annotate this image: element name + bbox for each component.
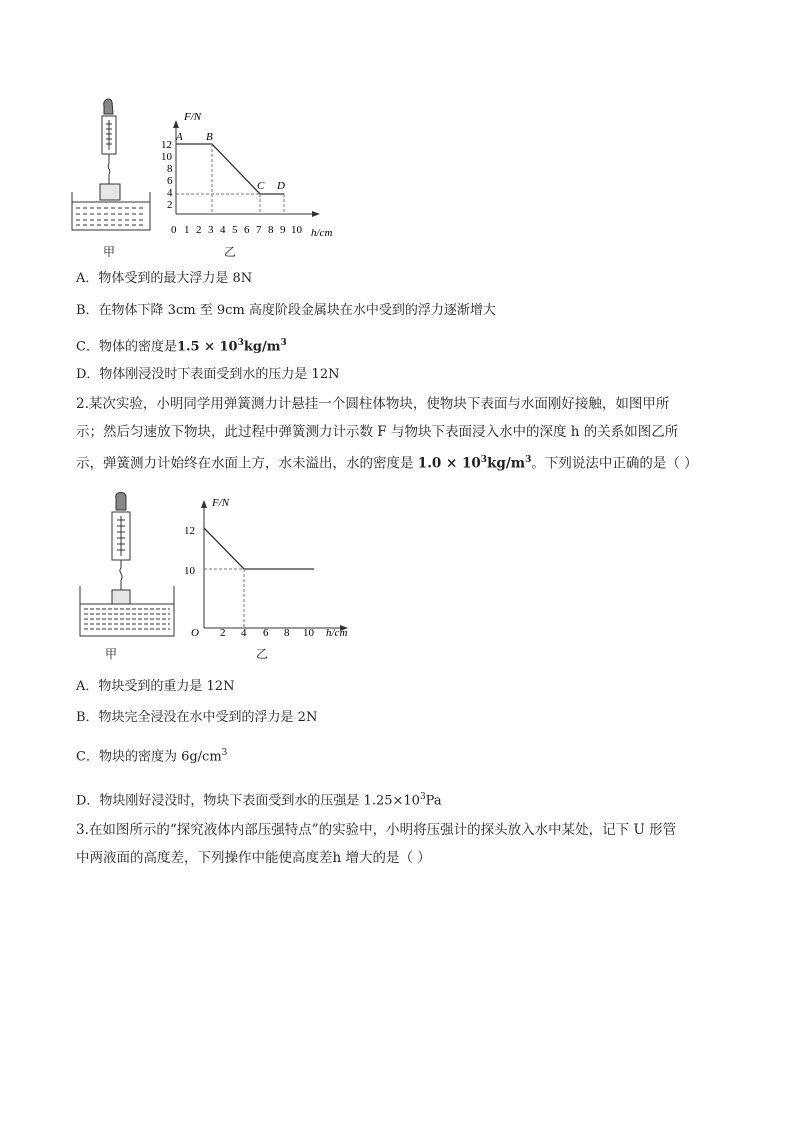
x-tick: 8 — [268, 224, 274, 236]
x-tick: 2 — [196, 224, 202, 236]
figure-1-apparatus — [72, 99, 150, 230]
x-tick: 10 — [303, 627, 314, 639]
figure-2-label-yi: 乙 — [256, 647, 269, 661]
y-tick: 8 — [167, 163, 173, 175]
option-c-text: C．物块的密度为 6g/cm — [76, 749, 222, 765]
figure-1 — [66, 96, 356, 241]
y-tick: 12 — [184, 525, 195, 537]
figure-1-graph — [161, 111, 332, 239]
force-curve — [176, 144, 284, 194]
water-density-unit-exponent: 3 — [525, 455, 532, 465]
y-tick: 4 — [167, 187, 173, 199]
q2-stem — [76, 390, 726, 478]
point-label-d: D — [277, 180, 285, 192]
y-axis-arrow — [173, 120, 179, 128]
figure-2-label-jia: 甲 — [105, 647, 118, 661]
y-tick: 6 — [167, 175, 173, 187]
x-tick: 7 — [256, 224, 262, 236]
q1-option-c — [76, 334, 287, 356]
origin-label: O — [191, 627, 199, 639]
q2-line-3 — [76, 446, 726, 478]
figure-1-label-yi: 乙 — [224, 245, 237, 259]
point-label-b: B — [206, 131, 213, 143]
figure-1-label-jia: 甲 — [103, 245, 116, 259]
q3-line-1: 3.在如图所示的“探究液体内部压强特点”的实验中，小明将压强计的探头放入水中某处，记下 U 形管 — [76, 822, 677, 838]
x-tick: 0 — [171, 224, 177, 236]
y-tick: 12 — [161, 139, 172, 151]
x-tick: 9 — [280, 224, 286, 236]
figure-2-graph — [184, 497, 348, 639]
figure-2 — [74, 490, 364, 648]
y-axis-label: F/N — [184, 111, 202, 123]
q1-option-d: D．物体刚浸没时下表面受到水的压力是 12N — [76, 367, 340, 382]
q3-line-2: 中两液面的高度差，下列操作中能使高度差h 增大的是（ ） — [76, 850, 431, 866]
x-tick: 6 — [263, 627, 269, 639]
q3-stem — [76, 816, 726, 872]
q2-line-1: 2.某次实验，小明同学用弹簧测力计悬挂一个圆柱体物块，使物块下表面与水面刚好接触，如图甲所 — [76, 396, 670, 412]
q2-option-d — [76, 788, 442, 810]
option-c-exponent: 3 — [221, 748, 228, 758]
y-axis-label: F/N — [212, 497, 230, 509]
x-tick: 1 — [184, 224, 190, 236]
y-tick: 10 — [184, 565, 195, 577]
option-d-text: D．物块刚好浸没时，物块下表面受到水的压强是 1.25×10 — [76, 793, 420, 809]
figure-2-apparatus — [80, 492, 174, 636]
x-tick: 8 — [284, 627, 290, 639]
option-d-unit: Pa — [425, 793, 442, 809]
force-curve — [204, 528, 314, 569]
x-tick: 4 — [220, 224, 226, 236]
water-density-formula: 1.0 × 10 — [417, 455, 481, 472]
y-tick: 2 — [167, 199, 173, 211]
x-axis-arrow — [312, 211, 320, 217]
x-axis-label: h/cm — [326, 627, 348, 639]
q2-option-c — [76, 744, 227, 766]
x-tick: 2 — [220, 627, 226, 639]
point-label-c: C — [257, 180, 265, 192]
x-tick: 4 — [241, 627, 247, 639]
density-unit: kg/m — [243, 339, 281, 355]
q2-line-3-suffix: 。下列说法中正确的是（ ） — [531, 455, 698, 472]
x-tick: 3 — [208, 224, 214, 236]
q2-line-3-prefix: 示，弹簧测力计始终在水面上方，水未溢出，水的密度是 — [76, 455, 418, 472]
x-tick: 5 — [232, 224, 238, 236]
q2-line-2: 示；然后匀速放下物块，此过程中弹簧测力计示数 F 与物块下表面浸入水中的深度 h 的关系如图乙所 — [76, 424, 679, 440]
y-tick: 10 — [161, 151, 172, 163]
q2-option-b: B．物块完全浸没在水中受到的浮力是 2N — [76, 710, 318, 725]
option-d-exponent: 3 — [419, 792, 426, 802]
y-axis-arrow — [201, 500, 207, 508]
x-axis-label: h/cm — [311, 227, 333, 239]
density-exponent: 3 — [237, 338, 244, 348]
density-unit-exponent: 3 — [280, 338, 287, 348]
water-density-exponent: 3 — [480, 455, 488, 465]
q2-option-a: A．物块受到的重力是 12N — [76, 679, 235, 694]
density-formula: 1.5 × 10 — [176, 339, 238, 355]
x-tick: 10 — [291, 224, 302, 236]
q1-option-b: B．在物体下降 3cm 至 9cm 高度阶段金属块在水中受到的浮力逐渐增大 — [76, 303, 496, 318]
point-label-a: A — [176, 131, 183, 143]
x-tick: 6 — [244, 224, 250, 236]
q1-option-a: A．物体受到的最大浮力是 8N — [76, 271, 253, 286]
option-c-prefix: C．物体的密度是 — [76, 339, 177, 355]
water-density-unit: kg/m — [487, 455, 526, 472]
